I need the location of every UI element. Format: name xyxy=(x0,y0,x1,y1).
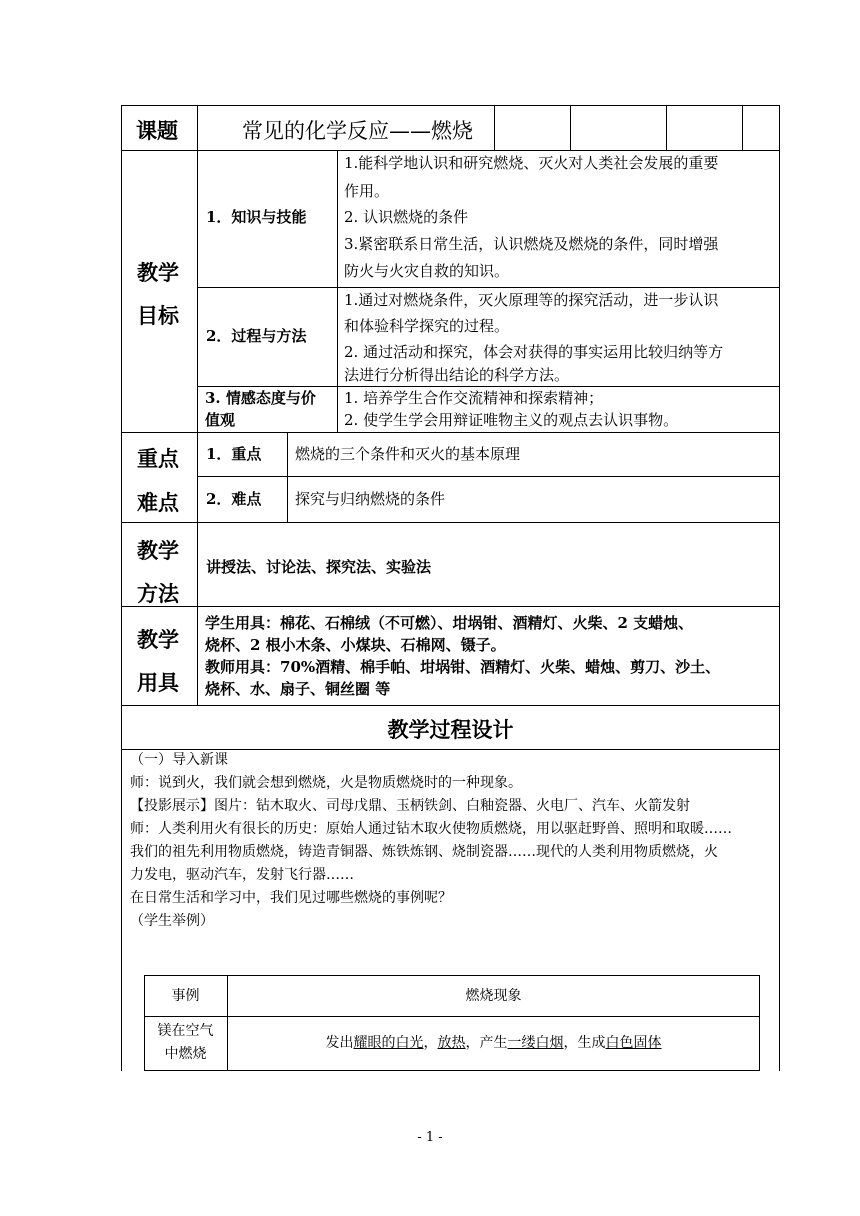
table-border-right xyxy=(779,105,780,1071)
table-border-top xyxy=(121,105,780,106)
process-paragraph: 师：人类利用火有很长的历史：原始人通过钻木取火使物质燃烧，用以驱赶野兽、照明和取暖…… xyxy=(130,821,732,837)
difficult-point-label: 2．难点 xyxy=(206,490,262,508)
knowledge-line: 2. 认识燃烧的条件 xyxy=(344,208,469,226)
emotion-line: 1. 培养学生合作交流精神和探索精神； xyxy=(344,389,604,407)
table-col-divider xyxy=(287,432,288,523)
objectives-label-line2: 目标 xyxy=(137,304,179,328)
table-col-divider xyxy=(666,105,667,151)
keypoints-label-line1: 重点 xyxy=(137,447,179,471)
process-line: 1.通过对燃烧条件，灭火原理等的探究活动，进一步认识 xyxy=(344,291,719,309)
emotion-label-line2: 值观 xyxy=(205,411,236,429)
page-number: - 1 - xyxy=(417,1130,443,1145)
knowledge-line: 1.能科学地认识和研究燃烧、灭火对人类社会发展的重要 xyxy=(344,154,719,172)
course-title: 常见的化学反应——燃烧 xyxy=(242,119,473,143)
table-border-left xyxy=(121,105,122,1071)
knowledge-line: 3.紧密联系日常生活，认识燃烧及燃烧的条件，同时增强 xyxy=(344,235,719,253)
header-label: 课题 xyxy=(136,119,178,143)
method-text: 讲授法、讨论法、探究法、实验法 xyxy=(206,558,432,576)
emotion-label-line1: 3. 情感态度与价 xyxy=(205,389,316,407)
phenomenon-part: 发出 xyxy=(325,1035,354,1051)
table-col-divider xyxy=(494,105,495,151)
method-label-line2: 方法 xyxy=(137,582,179,606)
tools-line: 烧杯、2 根小木条、小煤块、石棉网、镊子。 xyxy=(205,636,506,654)
inner-table-example-line2: 中燃烧 xyxy=(164,1046,207,1062)
method-label-line1: 教学 xyxy=(137,539,179,563)
inner-table-header-example: 事例 xyxy=(171,988,200,1004)
process-design-title: 教学过程设计 xyxy=(387,718,514,742)
table-row-divider xyxy=(121,522,780,523)
process-paragraph: 在日常生活和学习中，我们见过哪些燃烧的事例呢？ xyxy=(130,890,452,906)
table-col-divider xyxy=(337,150,338,433)
inner-table-header-phenomenon: 燃烧现象 xyxy=(465,988,522,1004)
knowledge-label: 1．知识与技能 xyxy=(206,208,307,226)
phenomenon-part: ， xyxy=(423,1035,438,1051)
process-paragraph: （一）导入新课 xyxy=(130,752,228,768)
phenomenon-underlined: 白色固体 xyxy=(605,1035,662,1051)
process-paragraph: 师：说到火，我们就会想到燃烧，火是物质燃烧时的一种现象。 xyxy=(130,775,522,791)
phenomenon-part: ，产生 xyxy=(465,1035,508,1051)
inner-table-example-line1: 镁在空气 xyxy=(157,1023,214,1039)
tools-label-line1: 教学 xyxy=(137,628,179,652)
process-paragraph: 力发电，驱动汽车，发射飞行器…… xyxy=(130,867,354,883)
tools-line: 学生用具：棉花、石棉绒（不可燃）、坩埚钳、酒精灯、火柴、2 支蜡烛、 xyxy=(205,614,694,632)
process-label: 2．过程与方法 xyxy=(206,327,307,345)
process-paragraph: 【投影展示】图片：钻木取火、司母戊鼎、玉柄铁剑、白釉瓷器、火电厂、汽车、火箭发射 xyxy=(130,798,690,814)
process-line: 2. 通过活动和探究，体会对获得的事实运用比较归纳等方 xyxy=(344,343,724,361)
tools-line: 教师用具：70%酒精、棉手帕、坩埚钳、酒精灯、火柴、蜡烛、剪刀、沙土、 xyxy=(205,658,721,676)
key-point-text: 燃烧的三个条件和灭火的基本原理 xyxy=(295,445,521,463)
process-paragraph: 我们的祖先利用物质燃烧，铸造青铜器、炼铁炼钢、烧制瓷器……现代的人类利用物质燃烧，火 xyxy=(130,844,718,860)
table-row-divider xyxy=(197,476,780,477)
table-row-divider xyxy=(121,705,780,706)
table-row-divider xyxy=(121,150,780,151)
table-row-divider xyxy=(121,432,780,433)
process-paragraph: （学生举例） xyxy=(130,913,214,929)
process-line: 法进行分析得出结论的科学方法。 xyxy=(344,366,570,384)
keypoints-label-line2: 难点 xyxy=(137,491,179,515)
table-col-divider xyxy=(742,105,743,151)
phenomenon-underlined: 一缕白烟 xyxy=(507,1035,564,1051)
table-col-divider xyxy=(570,105,571,151)
phenomenon-part: ，生成 xyxy=(563,1035,606,1051)
tools-line: 烧杯、水、扇子、铜丝圈 等 xyxy=(205,680,391,698)
table-row-divider xyxy=(197,287,780,288)
table-row-divider xyxy=(121,606,780,607)
inner-table-phenomenon xyxy=(227,1032,760,1055)
difficult-point-text: 探究与归纳燃烧的条件 xyxy=(295,490,446,508)
key-point-label: 1．重点 xyxy=(206,445,262,463)
tools-label-line2: 用具 xyxy=(137,671,179,695)
emotion-line: 2. 使学生学会用辩证唯物主义的观点去认识事物。 xyxy=(344,411,679,429)
process-line: 和体验科学探究的过程。 xyxy=(344,317,510,335)
table-col-divider xyxy=(197,105,198,706)
inner-table-row-divider xyxy=(144,1016,760,1017)
objectives-label-line1: 教学 xyxy=(137,261,179,285)
knowledge-line: 作用。 xyxy=(344,182,390,200)
knowledge-line: 防火与火灾自救的知识。 xyxy=(344,262,510,280)
phenomenon-underlined: 放热 xyxy=(437,1035,466,1051)
phenomenon-underlined: 耀眼的白光 xyxy=(353,1035,424,1051)
